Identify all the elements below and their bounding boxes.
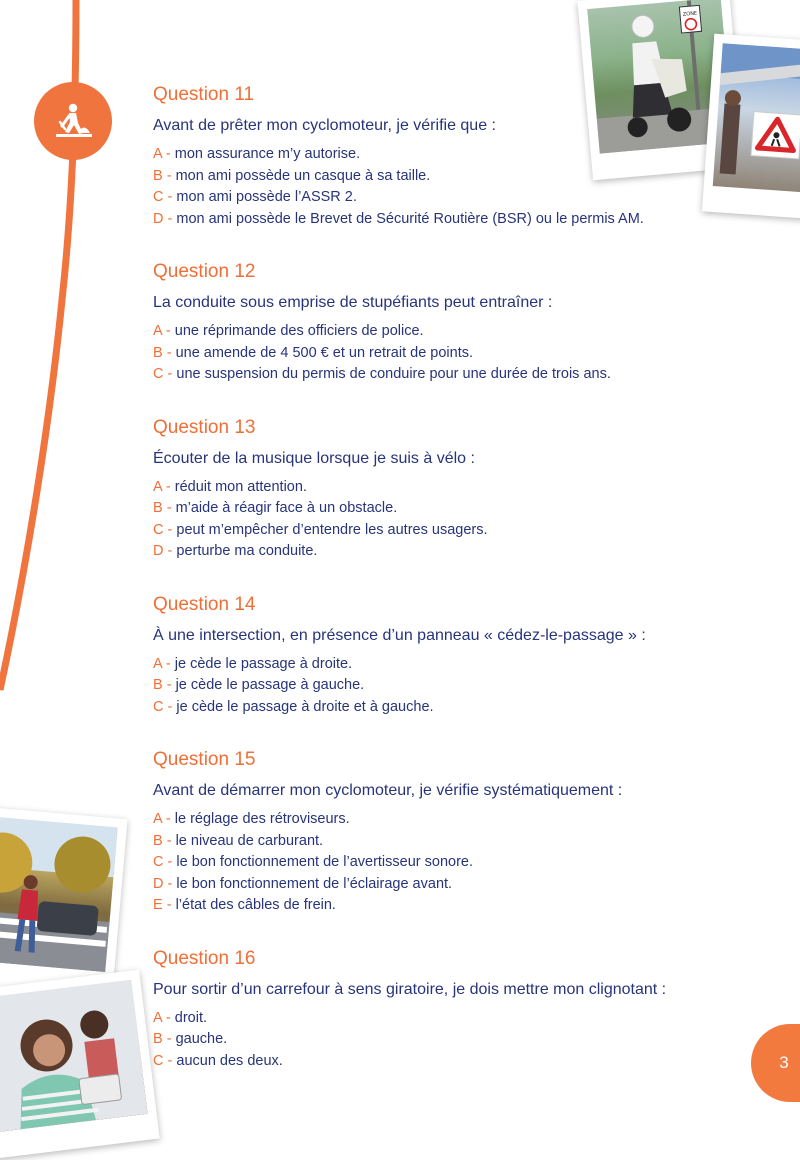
option-letter: C -	[153, 1052, 173, 1069]
answer-option	[153, 1029, 773, 1051]
option-letter: A -	[153, 146, 171, 162]
question-title: Question 14	[153, 593, 256, 615]
question-title: Question 12	[153, 261, 256, 282]
option-text: une réprimande des officiers de police.	[174, 323, 424, 339]
photo-street-crossing	[0, 805, 128, 998]
option-text: une suspension du permis de conduire pour une durée de trois ans.	[176, 366, 611, 382]
question-title: Question 11	[153, 84, 255, 105]
answer-option	[153, 852, 773, 874]
question-13	[153, 416, 773, 563]
option-text: mon ami possède l’ASSR 2.	[176, 189, 357, 205]
answer-option	[153, 520, 773, 542]
answer-option	[153, 1051, 773, 1073]
answer-option	[153, 187, 773, 209]
answer-option	[153, 1008, 773, 1030]
answer-option	[153, 697, 773, 719]
option-letter: B -	[153, 500, 172, 516]
answer-option	[153, 144, 773, 166]
option-letter: C -	[153, 189, 173, 205]
answer-option	[153, 343, 773, 365]
option-letter: B -	[153, 832, 172, 849]
option-text: le bon fonctionnement de l’avertisseur sonore.	[176, 854, 473, 870]
question-prompt: Pour sortir d’un carrefour à sens giratoire, je dois mettre mon clignotant :	[153, 980, 667, 998]
option-text: m’aide à réagir face à un obstacle.	[175, 500, 398, 516]
option-text: mon assurance m’y autorise.	[174, 146, 361, 162]
answer-option	[153, 166, 773, 188]
option-letter: D -	[153, 210, 173, 227]
option-letter: A -	[153, 655, 171, 672]
answer-option	[153, 498, 773, 520]
option-text: le réglage des rétroviseurs.	[174, 811, 350, 827]
option-text: je cède le passage à droite et à gauche.	[176, 698, 434, 715]
option-text: gauche.	[175, 1031, 228, 1047]
option-text: peut m’empêcher d’entendre les autres usagers.	[176, 521, 488, 538]
option-text: je cède le passage à droite.	[174, 655, 353, 672]
answer-option	[153, 874, 773, 896]
option-text: aucun des deux.	[176, 1052, 283, 1069]
answer-option	[153, 321, 773, 343]
page-number: 3	[779, 1053, 789, 1072]
question-prompt: Avant de prêter mon cyclomoteur, je vérifie que :	[153, 117, 496, 134]
answer-option	[153, 895, 773, 917]
answer-option	[153, 541, 773, 563]
option-letter: A -	[153, 323, 171, 339]
option-letter: B -	[153, 677, 172, 693]
option-text: le niveau de carburant.	[175, 832, 324, 849]
road-works-badge	[34, 82, 112, 160]
option-text: le bon fonctionnement de l’éclairage avant.	[176, 875, 453, 892]
option-letter: B -	[153, 167, 172, 184]
answer-option	[153, 209, 773, 231]
question-prompt: Avant de démarrer mon cyclomoteur, je vérifie systématiquement :	[153, 782, 623, 799]
answer-option	[153, 831, 773, 853]
option-text: l’état des câbles de frein.	[175, 897, 336, 913]
question-14	[153, 593, 773, 719]
option-text: réduit mon attention.	[174, 478, 307, 495]
option-letter: A -	[153, 1009, 171, 1026]
answer-option	[153, 477, 773, 499]
option-text: mon ami possède le Brevet de Sécurité Routière (BSR) ou le permis AM.	[176, 210, 644, 227]
option-text: une amende de 4 500 € et un retrait de points.	[175, 344, 474, 361]
option-letter: A -	[153, 811, 171, 827]
question-title: Question 13	[153, 416, 256, 438]
option-letter: D -	[153, 543, 173, 559]
option-letter: B -	[153, 344, 172, 361]
question-prompt: À une intersection, en présence d’un panneau « cédez-le-passage » :	[153, 626, 646, 644]
option-text: je cède le passage à gauche.	[175, 677, 365, 693]
answer-option	[153, 675, 773, 697]
photo-teens-tablet	[0, 970, 160, 1160]
answer-option	[153, 654, 773, 676]
option-text: droit.	[174, 1009, 208, 1026]
option-letter: E -	[153, 897, 172, 913]
option-letter: C -	[153, 854, 173, 870]
question-title: Question 16	[153, 947, 256, 969]
question-prompt: La conduite sous emprise de stupéfiants peut entraîner :	[153, 294, 553, 311]
answer-option	[153, 809, 773, 831]
option-letter: C -	[153, 521, 173, 538]
question-prompt: Écouter de la musique lorsque je suis à vélo :	[153, 449, 475, 467]
answer-option	[153, 364, 773, 386]
question-12	[153, 260, 773, 386]
option-text: perturbe ma conduite.	[176, 543, 318, 559]
road-works-icon	[52, 102, 94, 140]
questions-list	[153, 83, 773, 1102]
option-text: mon ami possède un casque à sa taille.	[175, 167, 431, 184]
question-16	[153, 947, 773, 1073]
option-letter: C -	[153, 366, 173, 382]
question-11	[153, 83, 773, 230]
option-letter: C -	[153, 698, 173, 715]
option-letter: D -	[153, 875, 173, 892]
option-letter: B -	[153, 1031, 172, 1047]
question-title: Question 15	[153, 749, 256, 770]
question-15	[153, 748, 773, 917]
option-letter: A -	[153, 478, 171, 495]
zone-sign-text: ZONE	[682, 10, 698, 18]
